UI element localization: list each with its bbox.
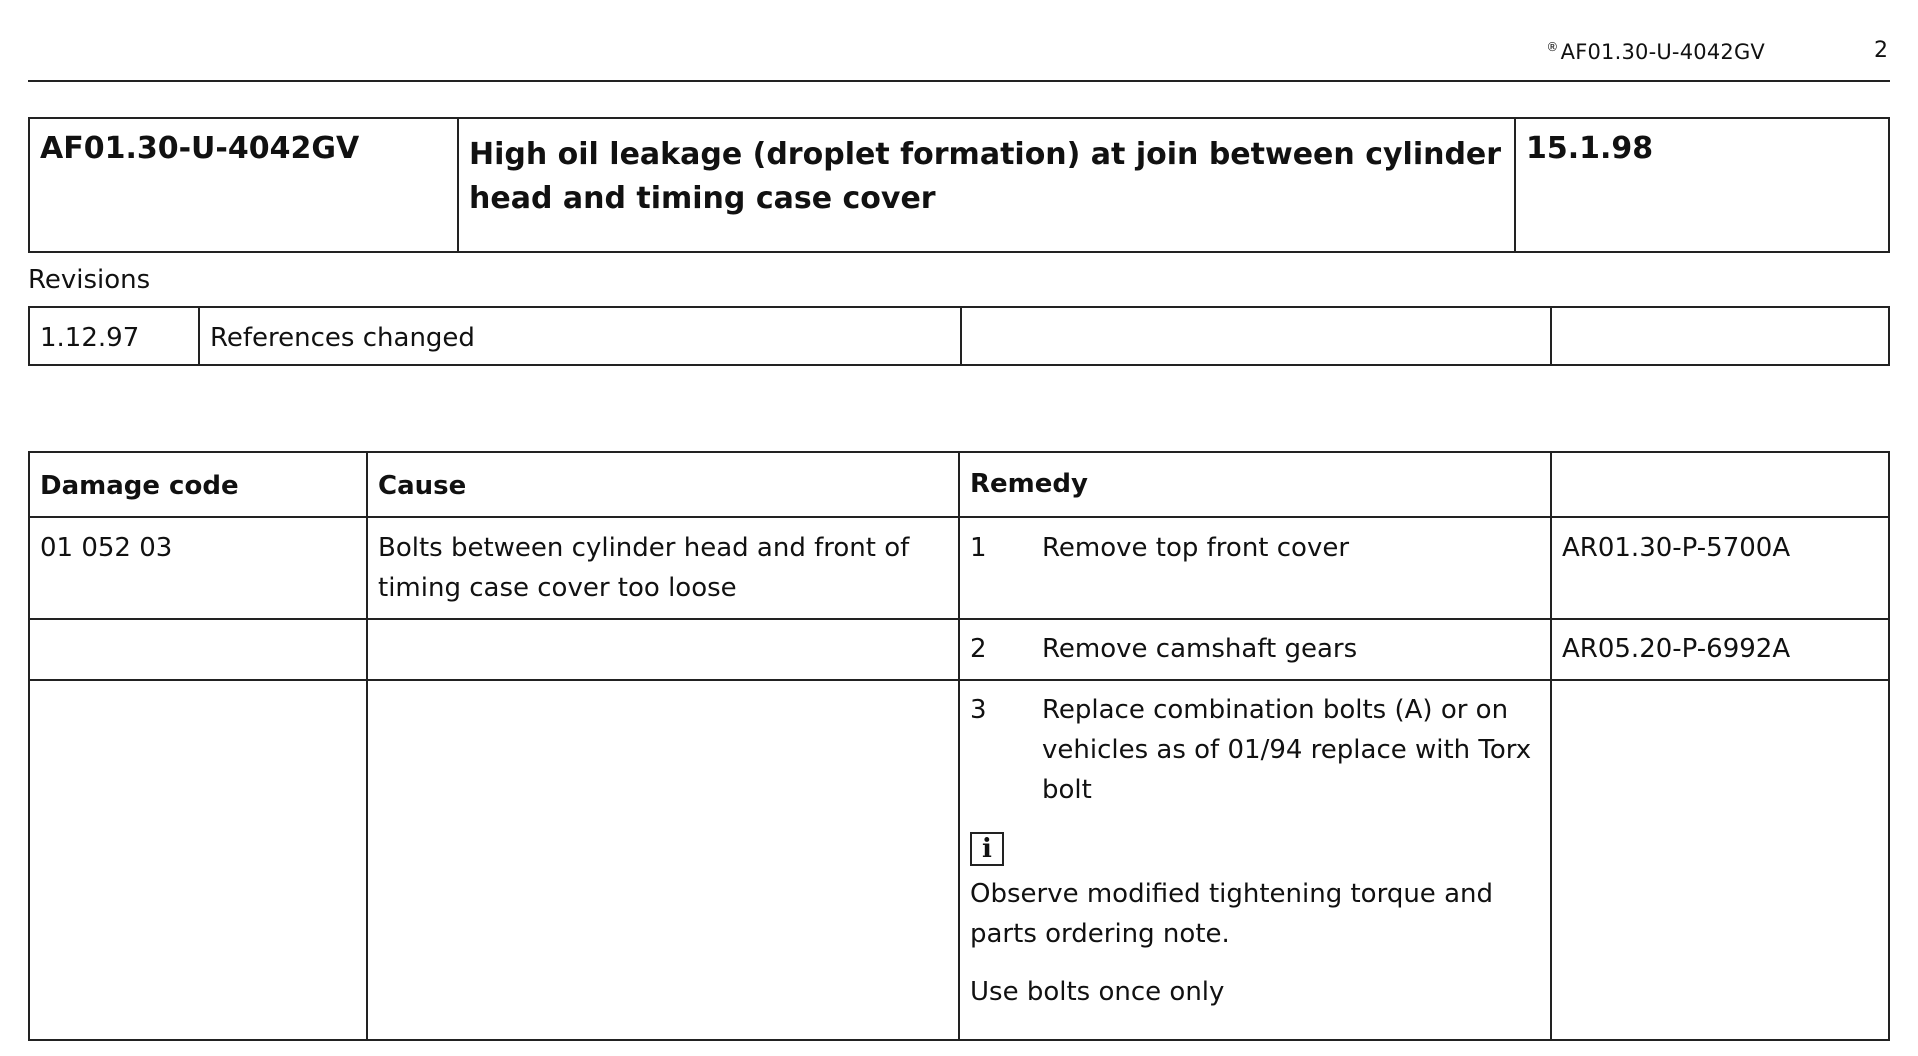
step-text: Replace combination bolts (A) or on vehicles as of 01/94 replace with Torx bolt: [1042, 695, 1532, 805]
step-reference: AR01.30-P-5700A: [1551, 517, 1889, 619]
header-reference: [1551, 452, 1889, 517]
revision-text: References changed: [199, 307, 961, 365]
step-text: Remove camshaft gears: [1042, 634, 1358, 664]
remedy-step: [959, 517, 1551, 619]
document-date: 15.1.98: [1515, 118, 1889, 252]
header-remedy: Remedy: [959, 452, 1551, 517]
step-text: Remove top front cover: [1042, 533, 1350, 563]
step-number: 3: [970, 695, 987, 725]
revisions-table: [28, 306, 1890, 366]
page-header: [28, 30, 1890, 82]
revision-empty-cell: [961, 307, 1551, 365]
info-note: Use bolts once only: [970, 977, 1225, 1007]
document-symbol-icon: ®: [1546, 40, 1559, 54]
cause-text: Bolts between cylinder head and front of timing case cover too loose: [367, 517, 959, 619]
title-block: [28, 117, 1890, 253]
header-doc-ref: [1546, 40, 1765, 64]
empty-cell: [367, 619, 959, 680]
step-reference: [1551, 680, 1889, 1040]
remedy-step: [959, 619, 1551, 680]
damage-remedy-table: [28, 451, 1890, 1041]
revision-row: [29, 307, 1889, 365]
empty-cell: [29, 680, 367, 1040]
empty-cell: [29, 619, 367, 680]
empty-cell: [367, 680, 959, 1040]
table-row: [29, 517, 1889, 619]
step-number: 1: [970, 533, 987, 563]
info-note: Observe modified tightening torque and parts ordering note.: [970, 879, 1493, 949]
info-icon: i: [970, 832, 1004, 866]
header-doc-ref-text: AF01.30-U-4042GV: [1560, 40, 1765, 64]
damage-code-value: 01 052 03: [29, 517, 367, 619]
document-title: High oil leakage (droplet formation) at join between cylinder head and timing case cover: [458, 118, 1515, 252]
header-cause: Cause: [367, 452, 959, 517]
revision-date: 1.12.97: [29, 307, 199, 365]
table-header-row: [29, 452, 1889, 517]
revisions-heading: Revisions: [28, 265, 151, 295]
step-number: 2: [970, 634, 987, 664]
document-code: AF01.30-U-4042GV: [29, 118, 458, 252]
header-damage-code: Damage code: [29, 452, 367, 517]
table-row: [29, 619, 1889, 680]
step-reference: AR05.20-P-6992A: [1551, 619, 1889, 680]
remedy-step: [959, 680, 1551, 1040]
revision-empty-cell: [1551, 307, 1889, 365]
table-row: [29, 680, 1889, 1040]
page-number: 2: [1874, 38, 1888, 63]
